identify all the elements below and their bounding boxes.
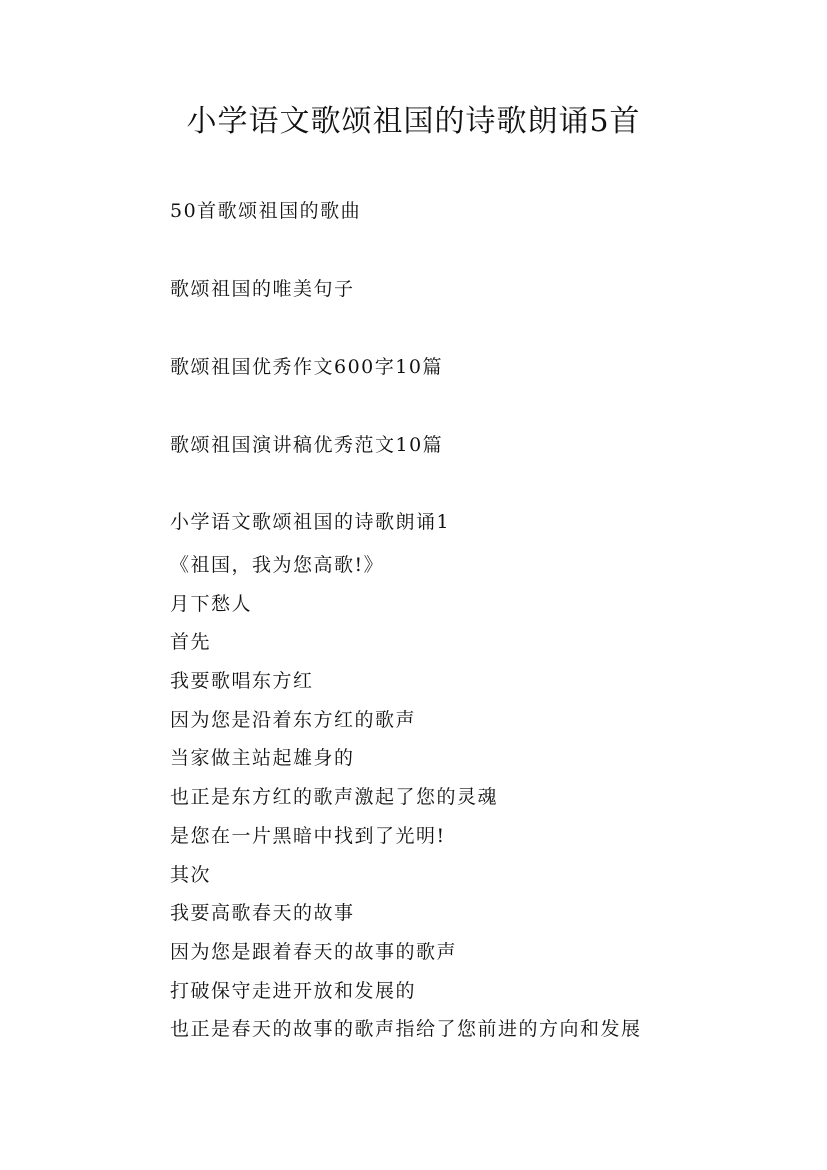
poem-line: 我要歌唱东方红	[170, 670, 314, 693]
section-heading: 小学语文歌颂祖国的诗歌朗诵1	[170, 511, 451, 533]
related-link[interactable]: 50首歌颂祖国的歌曲	[170, 200, 362, 222]
poem-line: 因为您是沿着东方红的歌声	[170, 708, 417, 731]
poem-title: 《祖国，我为您高歌!》	[170, 554, 385, 576]
related-link[interactable]: 歌颂祖国的唯美句子	[170, 278, 355, 300]
poem-line: 也正是春天的故事的歌声指给了您前进的方向和发展	[170, 1018, 642, 1041]
poem-author: 月下愁人	[170, 592, 253, 615]
poem-line: 因为您是跟着春天的故事的歌声	[170, 940, 458, 963]
poem-line: 首先	[170, 631, 212, 654]
related-links-list	[170, 197, 443, 509]
poem-line: 也正是东方红的歌声激起了您的灵魂	[170, 786, 499, 809]
poem-line: 打破保守走进开放和发展的	[170, 979, 417, 1002]
page-title: 小学语文歌颂祖国的诗歌朗诵5首	[186, 104, 641, 139]
related-link[interactable]: 歌颂祖国优秀作文600字10篇	[170, 356, 443, 378]
poem-line: 我要高歌春天的故事	[170, 902, 355, 925]
related-link[interactable]: 歌颂祖国演讲稿优秀范文10篇	[170, 434, 444, 456]
poem-line: 其次	[170, 863, 212, 886]
poem-line: 是您在一片黑暗中找到了光明!	[170, 824, 446, 847]
poem-line: 当家做主站起雄身的	[170, 747, 355, 770]
poem-body	[170, 546, 642, 1049]
